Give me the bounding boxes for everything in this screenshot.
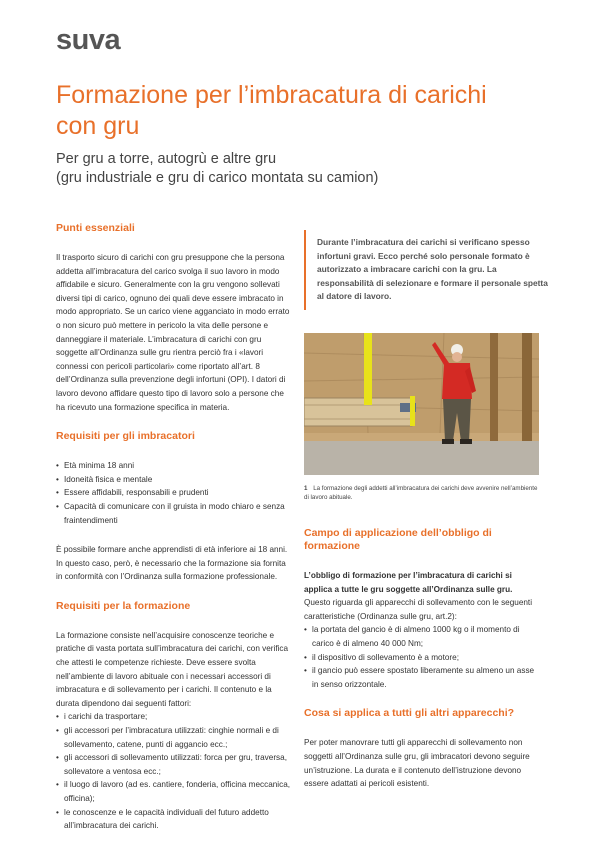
riggers-requirements-list — [56, 459, 292, 527]
quote-text: Durante l’imbracatura dei carichi si verificano spesso infortuni gravi. Ecco perché solo personale formato è autorizzato a imbracare carichi con la gru. La responsabilità di selezionare e formare il personale spetta al datore di lavoro. — [317, 237, 548, 302]
scope-text — [304, 569, 540, 623]
section-title-training-requirements: Requisiti per la formazione — [56, 599, 191, 612]
list-item: • il luogo di lavoro (ad es. cantiere, fonderia, officina meccanica, officina); — [56, 778, 292, 805]
list-item: • gli accessori per l’imbracatura utilizzati: cinghie normali e di sollevamento, catene, punti di aggancio ecc.; — [56, 724, 292, 751]
photo-caption — [304, 484, 540, 502]
section-title-key-points: Punti essenziali — [56, 222, 135, 234]
caption-number: 1 — [304, 485, 308, 492]
list-item: • Capacità di comunicare con il gruista in modo chiaro e senza fraintendimenti — [56, 500, 292, 527]
list-item: • Idoneità fisica e mentale — [56, 473, 292, 487]
photo-illustration — [304, 333, 539, 475]
section-title-riggers-requirements: Requisiti per gli imbracatori — [56, 430, 195, 443]
training-text: La formazione consiste nell’acquisire conoscenze teoriche e pratiche di vasta portata sull’imbracatura dei carichi, con verifica che attesti le competenze richieste. Deve essere svolta nell’ambiente di lavoro abituale con i necessari accessori di imbracatura e di sollevamento per i carichi. Il contenuto e la durata dipendono dai seguenti fattori: — [56, 630, 289, 708]
scope-text-bold: L’obbligo di formazione per l’imbracatura di carichi si applica a tutte le gru soggette all’Ordinanza sulle gru. — [304, 571, 513, 594]
page-title: Formazione per l’imbracatura di carichi con gru — [56, 81, 487, 140]
list-item: • il gancio può essere spostato liberamente su almeno un asse in senso orizzontale. — [304, 664, 540, 691]
section-title-other-devices: Cosa si applica a tutti gli altri apparecchi? — [304, 707, 515, 720]
key-points-text: Il trasporto sicuro di carichi con gru presuppone che la persona addetta all’imbracatura del carico svolga il suo lavoro in modo affidabile e sicuro. Generalmente con la gru vengono sollevati diversi tipi di carico, ognuno dei quali deve essere imbracato in modo appropriato. Se un carico viene agganciato in modo errato o non sicuro può mettere in pericolo la vita delle persone e danneggiare il materiale. L’imbracatura di carichi con gru soggette all’Ordinanza sulle gru rientra perciò fra i «lavori connessi con pericoli particolari» come riportato all’art. 8 dell’Ordinanza sulla prevenzione degli infortuni (OPI). I datori di lavoro devono affidare questo tipo di lavoro solo a persone che ha ricevuto una formazione specifica in materia. — [56, 253, 290, 412]
suva-logo: suva — [56, 24, 121, 56]
list-item: • i carichi da trasportare; — [56, 710, 292, 724]
list-item: • il dispositivo di sollevamento è a motore; — [304, 651, 540, 665]
left-column — [56, 222, 292, 849]
list-item: • gli accessori di sollevamento utilizzati: forca per gru, traversa, sollevatore a ventosa ecc.; — [56, 751, 292, 778]
crane-rigging-photo — [304, 333, 539, 475]
training-factors-list — [56, 710, 292, 832]
scope-criteria-list — [304, 623, 540, 691]
apprentices-text: È possibile formare anche apprendisti di età inferiore ai 18 anni. In questo caso, però, è necessario che la formazione sia fornita in conformità con l’Ordinanza sulla formazione professionale. — [56, 545, 288, 582]
other-devices-text: Per poter manovrare tutti gli apparecchi di sollevamento non soggetti all’Ordinanza sulle gru, gli imbracatori devono seguire un’istruzione. La durata e il contenuto dell’istruzione devono essere adattati ai pericoli esistenti. — [304, 738, 530, 789]
scope-text-regular: Questo riguarda gli apparecchi di sollevamento con le seguenti caratteristiche (Ordinanza sulle gru, art.2): — [304, 598, 533, 621]
subtitle-line-2: (gru industriale e gru di carico montata su camion) — [56, 170, 379, 186]
highlight-quote — [304, 230, 549, 310]
right-column — [304, 527, 540, 807]
caption-text: La formazione degli addetti all’imbracatura dei carichi deve avvenire nell’ambiente di lavoro abituale. — [304, 485, 538, 501]
list-item: • le conoscenze e le capacità individuali del futuro addetto all’imbracatura dei carichi. — [56, 806, 292, 833]
page-subtitle — [56, 150, 536, 188]
section-title-scope: Campo di applicazione dell’obbligo di formazione — [304, 527, 492, 552]
subtitle-line-1: Per gru a torre, autogrù e altre gru — [56, 151, 277, 167]
list-item: • la portata del gancio è di almeno 1000 kg o il momento di carico è di almeno 40 000 Nm; — [304, 623, 540, 650]
list-item: • Età minima 18 anni — [56, 459, 292, 473]
list-item: • Essere affidabili, responsabili e prudenti — [56, 486, 292, 500]
